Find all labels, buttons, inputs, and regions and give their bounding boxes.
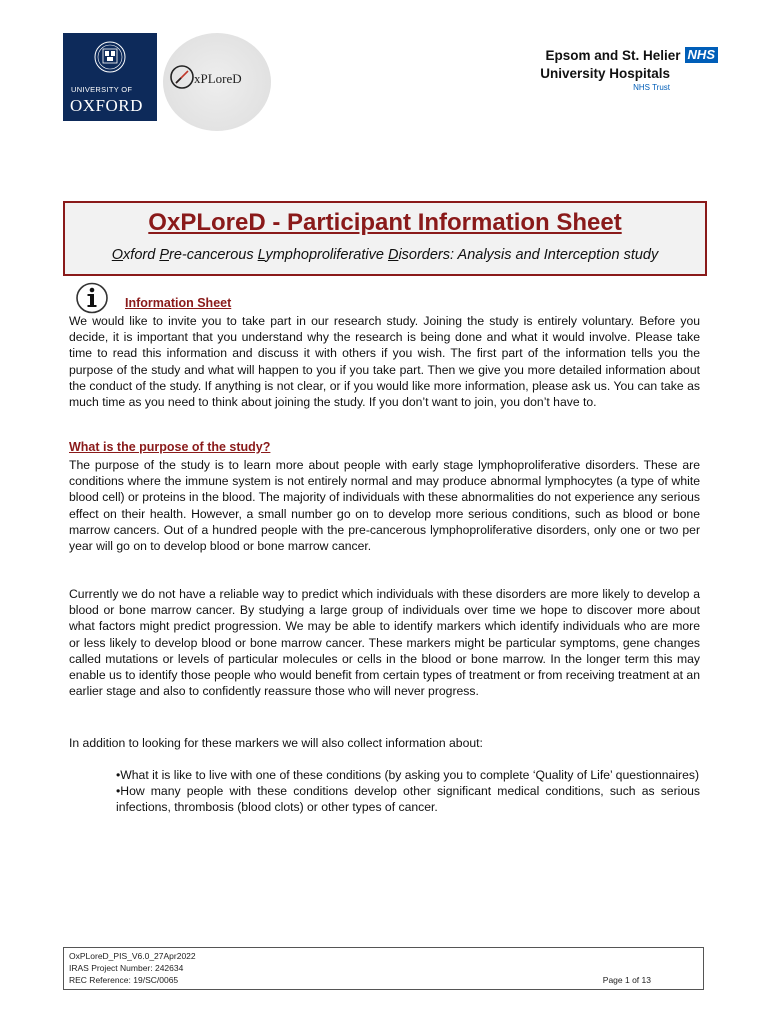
nhs-trust-logo bbox=[540, 47, 718, 92]
nhs-trust-name: Epsom and St. Helier bbox=[545, 48, 681, 63]
page-title: OxPLoreD - Participant Information Sheet bbox=[148, 209, 622, 236]
nhs-badge: NHS bbox=[685, 47, 718, 63]
oxford-logo bbox=[63, 33, 157, 121]
oxford-name-text: OXFORD bbox=[70, 96, 143, 115]
subtitle-part: re-cancerous bbox=[168, 247, 258, 263]
footer-iras: IRAS Project Number: 242634 bbox=[69, 963, 184, 973]
purpose-paragraph-2: Currently we do not have a reliable way to predict which individuals with these disorders are more likely to develop a blood or bone marrow cancer. By studying a large group of individuals over time we hope to discover more about what factors might predict progression. We may be able to identify markers which identify individuals who are more or less likely to develop blood or bone marrow cancer. These markers might be particular symptoms, gene changes called mutations or levels of particular molecules or cells in the blood or bone marrow. In the longer term this may enable us to identify those people who would benefit from certain types of treatment or from receiving treatment at an earlier stage and also to confidently reassure those who will never progress. bbox=[69, 587, 700, 699]
subtitle-part: ymphoproliferative bbox=[265, 247, 388, 263]
info-icon bbox=[74, 281, 110, 315]
title-box bbox=[63, 201, 707, 276]
oxplored-logo bbox=[163, 33, 271, 131]
subtitle-part: O bbox=[111, 247, 124, 263]
page-subtitle bbox=[65, 247, 705, 263]
oxplored-logo-text: xPLoreD bbox=[194, 71, 242, 86]
list-item: •What it is like to live with one of these conditions (by asking you to complete ‘Quality of Life’ questionnaires) bbox=[116, 768, 700, 782]
footer-version: OxPLoreD_PIS_V6.0_27Apr2022 bbox=[69, 951, 196, 961]
list-item: •How many people with these conditions develop other significant medical conditions, such as serious infections, thrombosis (blood clots) or other types of cancer. bbox=[116, 784, 700, 815]
subtitle-part: D bbox=[387, 247, 399, 263]
subtitle-part: P bbox=[159, 247, 169, 263]
intro-paragraph: We would like to invite you to take part in our research study. Joining the study is entirely voluntary. Before you decide, it is important that you understand why the research is being done and what it would involve. Please take time to read this information and discuss it with others if you wish. The first part of the information tells you the purpose of the study and what will happen to you if you take part. Then we give you more detailed information about the conduct of the study. If anything is not clear, or if you would like more information, please ask us. You can take as much time as you need to think about joining the study. If you don’t want to join, you don’t have to. bbox=[69, 314, 700, 410]
oxford-univ-text: UNIVERSITY OF bbox=[71, 85, 133, 94]
document-footer bbox=[63, 947, 704, 990]
nhs-hospitals-text: University Hospitals bbox=[540, 66, 670, 81]
purpose-paragraph-3: In addition to looking for these markers we will also collect information about: bbox=[69, 736, 483, 750]
subtitle-part: xford bbox=[123, 247, 160, 263]
subtitle-part: L bbox=[257, 247, 266, 263]
subtitle-part: isorders: Analysis and Interception study bbox=[398, 247, 659, 263]
footer-rec: REC Reference: 19/SC/0065 bbox=[69, 975, 179, 985]
nhs-trust-text: NHS Trust bbox=[633, 83, 670, 92]
purpose-heading: What is the purpose of the study? bbox=[69, 440, 271, 454]
purpose-paragraph-1: The purpose of the study is to learn more about people with early stage lymphoproliferative disorders. These are conditions where the immune system is not entirely normal and may produce abnormal lymphocytes (a type of white blood cell) or proteins in the blood. The majority of individuals with these abnormalities do not experience any serious effect on their health. However, a small number go on to develop more serious conditions, such as blood or bone marrow cancers. Out of a hundred people with the pre-cancerous lymphoproliferative disorders, only one or two per year will go on to develop blood or bone marrow cancer. bbox=[69, 458, 700, 554]
page-number: Page 1 of 13 bbox=[602, 975, 651, 985]
oxford-crest-icon bbox=[93, 37, 127, 81]
compass-icon bbox=[169, 64, 195, 90]
bullet-list bbox=[116, 767, 700, 816]
information-sheet-heading: Information Sheet bbox=[125, 296, 232, 310]
